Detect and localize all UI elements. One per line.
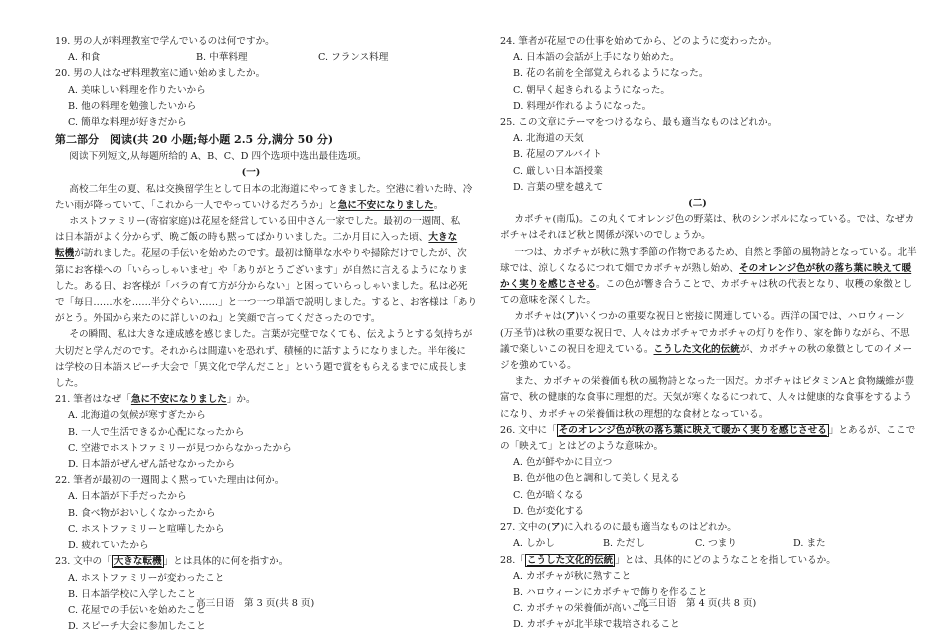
text-run: は日本語がよく分からず、晩ご飯の時も黙ってばかりいました。二か月目に入った頃、: [55, 232, 429, 244]
q28-option-d: D. カボチャが北半球で栽培されること: [513, 619, 680, 631]
q20-option-c: C. 簡単な料理が好きだから: [68, 117, 187, 129]
question-26-continued: の「映えて」とはどのような意味か。: [500, 441, 664, 453]
underlined-phrase: こうした文化的伝統: [653, 343, 740, 355]
q25-option-a: A. 北海道の天気: [513, 133, 584, 145]
text-run: 21. 筆者はなぜ「: [55, 394, 131, 406]
text-run: )に入れるのに最も適当なものはどれか。: [560, 522, 737, 534]
question-24: 24. 筆者が花屋での仕事を始めてから、どのように変わったか。: [500, 36, 778, 47]
text-run: 」とあるが、ここで: [828, 424, 916, 436]
passage-2-line: (万圣节)は秋の重要な祝日で、人々はカボチャでカボチャの灯りを作り、家を飾りながら、不思: [500, 327, 910, 339]
passage-1-line: は学校の日本語スピーチ大会で「異文化で学んだこと」という題で賞をもらえるまでに成長しま: [55, 361, 468, 373]
q27-option-d: D. また: [793, 538, 826, 550]
q26-option-b: B. 色が他の色と調和して美しく見える: [513, 473, 680, 485]
boxed-phrase: 大きな転機: [113, 556, 162, 568]
underlined-phrase: そのオレンジ色が秋の落ち葉に映えて暖: [738, 262, 912, 274]
text-run: 球では、涼しくなるにつれて畑でカボチャが熟し始め、: [500, 262, 739, 274]
question-25: 25. この文章にテーマをつけるなら、最も適当なものはどれか。: [500, 117, 778, 129]
text-run: 26. 文中に「: [500, 424, 557, 436]
q26-option-d: D. 色が変化する: [513, 505, 585, 517]
question-26: [500, 423, 916, 439]
q24-option-a: A. 日本語の会話が上手になり始めた。: [513, 52, 680, 64]
q19-options: [55, 50, 447, 66]
passage-2-line: [500, 277, 913, 293]
text-run: 議で楽しいこの祝日を迎えている。: [500, 343, 654, 355]
passage-1-line: 第にお客様への「いらっしゃいませ」や「ありがとうございます」が自然に言えるようになりま: [55, 264, 468, 276]
text-run: 27. 文中の(: [500, 522, 551, 534]
underlined-phrase: 急に不安になりました: [337, 199, 434, 211]
q28-option-c: C. カボチャの栄養価が高いこと: [513, 603, 651, 615]
text-run: が、カボチャの秋の象徴としてのイメー: [739, 343, 913, 355]
q23-option-d: D. スピーチ大会に参加したこと: [68, 621, 206, 633]
text-run: 」とは、具体的にどのようなことを指しているか。: [615, 554, 836, 566]
section-instruction: 阅读下列短文,从每题所给的 A、B、C、D 四个选项中选出最佳选项。: [69, 151, 367, 163]
question-28: [500, 553, 895, 569]
q21-option-a: A. 北海道の気候が寒すぎたから: [68, 410, 206, 422]
q20-option-a: A. 美味しい料理を作りたいから: [68, 84, 206, 96]
passage-2-line: ジを強めている。: [500, 360, 577, 372]
text-run: たい雨が降っていて、「これから一人でやっていけるだろうか」と: [55, 199, 338, 211]
passage-1-line: [55, 246, 467, 262]
q21-option-c: C. 空港でホストファミリーが見つからなかったから: [68, 442, 292, 454]
page-footer-left: 高三日语 第 3 页(共 8 页): [196, 598, 315, 609]
q20-option-b: B. 他の料理を勉強したいから: [68, 100, 197, 112]
text-run: が訪れました。花屋の手伝いを始めたのです。最初は簡単な水やりや掃除だけでしたが、次: [74, 248, 467, 260]
q28-option-a: A. カボチャが秋に熟すこと: [513, 570, 632, 582]
q26-option-a: A. 色が鮮やかに目立つ: [513, 457, 613, 469]
q27-options: [500, 536, 895, 552]
passage-2-line: [500, 309, 905, 325]
question-19: 19. 男の人が料理教室で学んでいるのは何ですか。: [55, 36, 275, 47]
q25-option-b: B. 花屋のアルバイト: [513, 149, 602, 161]
text-run: カボチャは(: [514, 311, 566, 323]
text-run: )いくつかの重要な祝日と密接に関連している。西洋の国では、ハロウィーン: [575, 311, 905, 323]
text-run: 28.「: [500, 554, 525, 566]
q27-option-b: B. ただし: [603, 538, 645, 550]
q25-option-d: D. 言葉の壁を越えて: [513, 181, 604, 193]
passage-2-line: カボチャ(南瓜)。この丸くてオレンジ色の野菜は、秋のシンボルになっている。では、なぜカ: [514, 214, 915, 226]
passage-2-line: 富で、秋の健康的な食事に理想的だ。天気が寒くなるにつれて、人々は健康的な食事をするよう: [500, 392, 912, 404]
passage-1-line: がとう。外国から来たのに詳しいのね」と笑顔で言ってくださったのです。: [55, 313, 381, 325]
q22-option-b: B. 食べ物がおいしくなかったから: [68, 507, 216, 519]
passage-1-line: 高校二年生の夏、私は交換留学生として日本の北海道にやってきました。空港に着いた時、冷: [69, 183, 473, 195]
passage-1-line: 大切だと学んだのです。それからは間違いを恐れず、積極的に話すようになりました。半年後に: [55, 345, 466, 357]
passage-1-line: した。ある日、お客様が「バラの育て方が分からない」と困っていらっしゃいました。私は必死: [55, 280, 468, 292]
passage-1-line: ホストファミリー(寄宿家庭)は花屋を経営している田中さん一家でした。最初の一週間、私: [69, 216, 461, 228]
passage-2-line: 一つは、カボチャが秋に熟す季節の作物であるため、自然と季節の風物詩となっている。北半: [514, 246, 917, 258]
q23-option-b: B. 日本語学校に入学したこと: [68, 588, 197, 600]
q26-option-c: C. 色が暗くなる: [513, 489, 584, 501]
q19-option-b: B. 中華料理: [196, 52, 248, 64]
question-22: 22. 筆者が最初の一週間よく黙っていた理由は何か。: [55, 475, 285, 487]
boxed-phrase: こうした文化的伝統: [526, 554, 614, 566]
underlined-phrase: 急に不安になりました: [130, 394, 227, 406]
question-21: [55, 392, 447, 408]
q24-option-d: D. 料理が作れるようになった。: [513, 100, 652, 112]
passage-2-title: (二): [688, 198, 707, 210]
passage-1-line: [55, 230, 458, 246]
passage-2-line: また、カボチャの栄養価も秋の風物詩となった一因だ。カボチャはビタミンAと食物繊維が豊: [514, 376, 915, 388]
q22-option-d: D. 疲れていたから: [68, 540, 149, 552]
q27-option-a: A. しかし: [513, 538, 555, 550]
text-run: 」か。: [226, 394, 256, 406]
question-27: [500, 520, 895, 536]
underlined-phrase: 大きな: [428, 232, 458, 244]
page-footer-right: 高三日语 第 4 页(共 8 页): [638, 598, 757, 609]
passage-2-line: [500, 261, 912, 277]
q24-option-b: B. 花の名前を全部覚えられるようになった。: [513, 68, 709, 80]
passage-2-line: [500, 342, 913, 358]
q21-option-b: B. 一人で生活できるか心配になったから: [68, 426, 245, 438]
question-20: 20. 男の人はなぜ料理教室に通い始めましたか。: [55, 68, 266, 80]
underlined-phrase: 転機: [55, 248, 75, 260]
q22-option-a: A. 日本語が下手だったから: [68, 491, 187, 503]
q19-option-c: C. フランス料理: [318, 52, 389, 64]
q22-option-c: C. ホストファミリーと喧嘩したから: [68, 523, 225, 535]
text-run: 。: [433, 199, 444, 211]
blank-marker: ア: [565, 311, 576, 323]
underlined-phrase: かく実りを感じさせる: [500, 279, 596, 291]
passage-2-line: になり、カボチャの栄養価は秋の理想的な食材となっている。: [500, 408, 769, 420]
q24-option-c: C. 朝早く起きられるようになった。: [513, 84, 671, 96]
q19-option-a: A. 和食: [68, 52, 101, 64]
section-title: 第二部分 阅读(共 20 小题;每小题 2.5 分,满分 50 分): [55, 133, 334, 147]
q28-option-b: B. ハロウィーンにカボチャで飾りを作ること: [513, 586, 708, 598]
q21-option-d: D. 日本語がぜんぜん話せなかったから: [68, 459, 235, 471]
blank-marker: ア: [550, 522, 561, 534]
text-run: 。この色が響き合うことで、カボチャは秋の代表となり、収穫の象徴とし: [595, 279, 913, 291]
right-page-column: [500, 34, 917, 634]
passage-1-line: で「毎日……水を……半分ぐらい……」と一つ一つ単語で説明しました。すると、お客様は「あり: [55, 297, 478, 309]
question-23: [55, 554, 447, 570]
passage-1-line: [55, 198, 447, 214]
passage-1-line: その瞬間、私は大きな達成感を感じました。言葉が完璧でなくても、伝えようとする気持ちが: [69, 329, 473, 341]
q23-option-a: A. ホストファミリーが変わったこと: [68, 572, 225, 584]
q23-option-c: C. 花屋での手伝いを始めたこと: [68, 604, 206, 616]
passage-2-line: ての意味を深くした。: [500, 295, 596, 307]
passage-1-line: した。: [55, 378, 84, 390]
text-run: 」とは具体的に何を指すか。: [163, 556, 289, 568]
passage-1-title: (一): [241, 167, 261, 179]
left-page-column: [55, 34, 478, 635]
boxed-phrase: そのオレンジ色が秋の落ち葉に映えて暖かく実りを感じさせる: [558, 424, 827, 436]
q25-option-c: C. 厳しい日本語授業: [513, 165, 603, 177]
passage-2-line: ボチャはそれほど秋と関係が深いのでしょうか。: [500, 230, 711, 242]
text-run: 23. 文中の「: [55, 556, 112, 568]
q27-option-c: C. つまり: [695, 538, 737, 550]
